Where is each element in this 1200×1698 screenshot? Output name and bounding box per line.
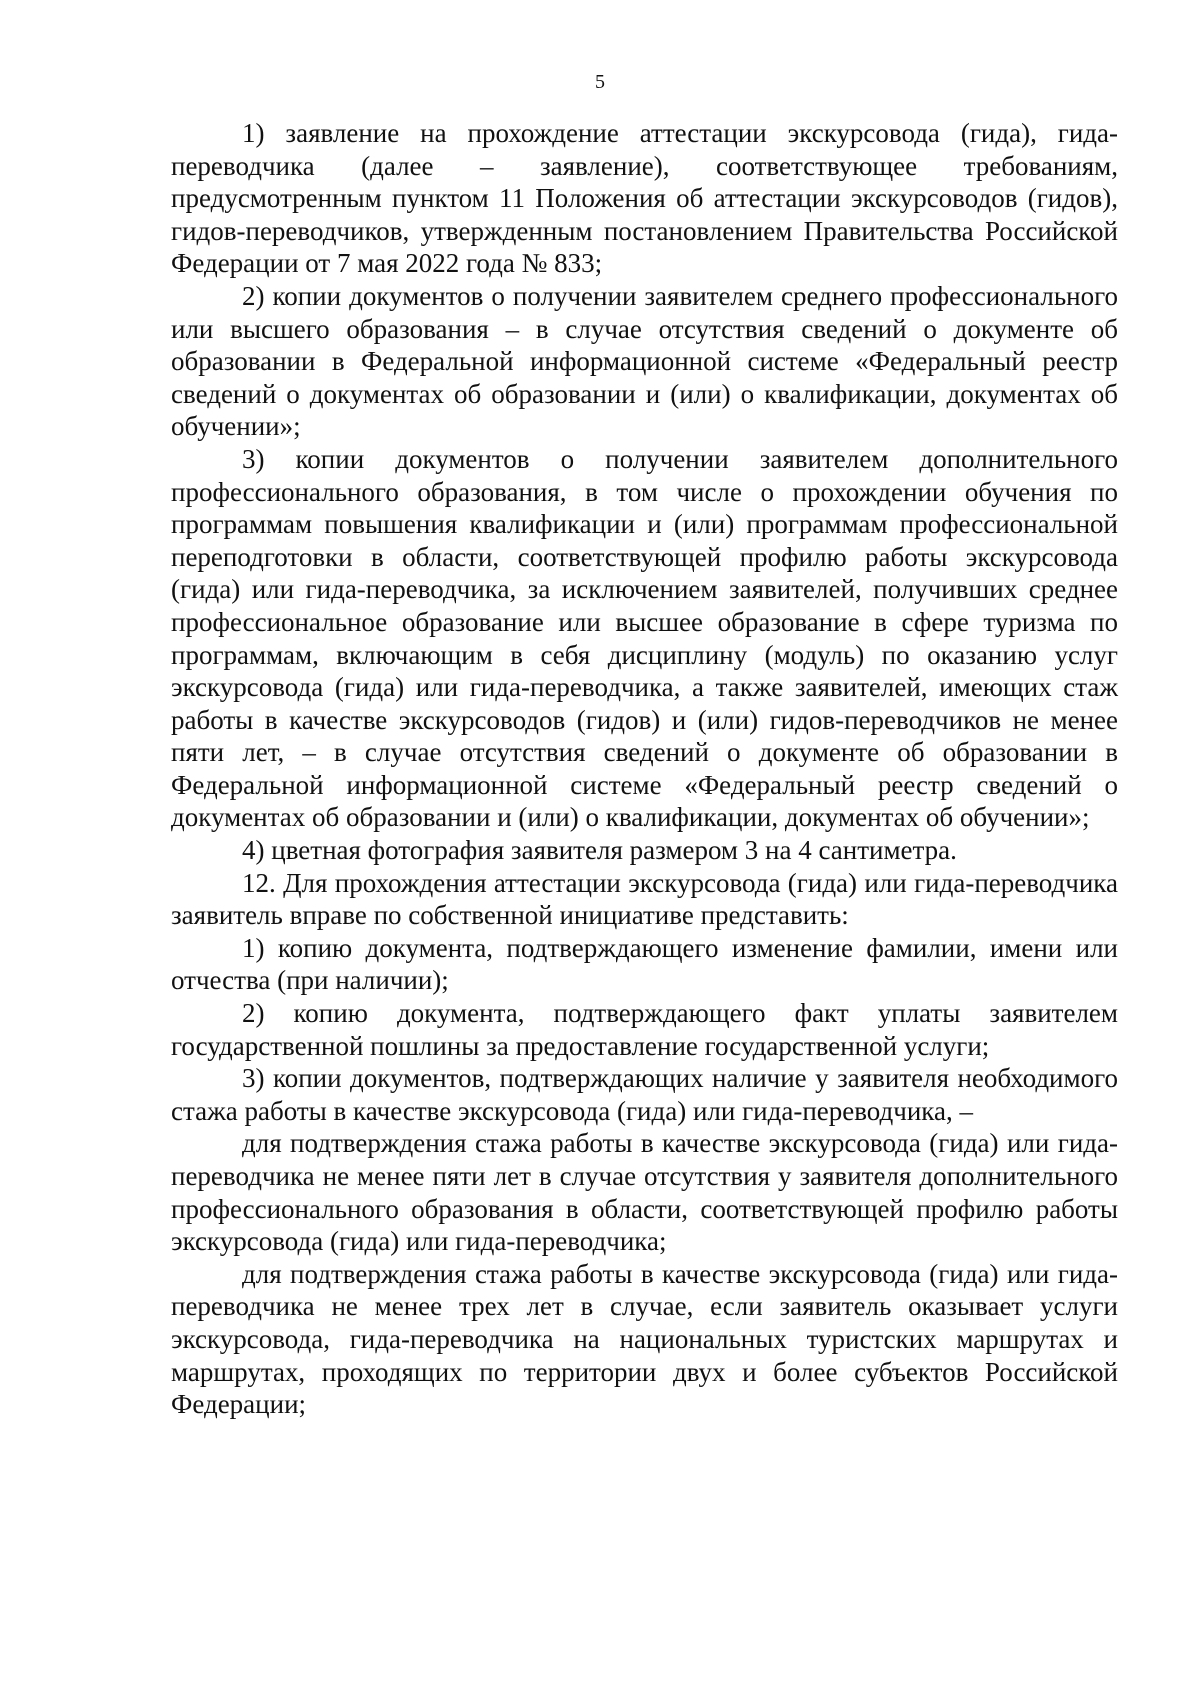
paragraph-optional-1-name-change: 1) копию документа, подтверждающего изменение фамилии, имени или отчества (при наличии); [171,932,1118,996]
paragraph-item-4-photo: 4) цветная фотография заявителя размером 3 на 4 сантиметра. [242,835,957,866]
paragraph-optional-2-fee: 2) копию документа, подтверждающего факт уплаты заявителем государственной пошлины за предоставление государственной услуги; [171,998,1118,1061]
document-body [171,117,1118,1421]
paragraph-optional-3-experience: 3) копии документов, подтверждающих наличие у заявителя необходимого стажа работы в качестве экскурсовода (гида) или гида-переводчика, – [171,1063,1118,1126]
paragraph-item-1-application: 1) заявление на прохождение аттестации экскурсовода (гида), гида-переводчика (далее – заявление), соответствующее требованиям, предусмотренным пунктом 11 Положения об аттестации экскурсоводов (гидов), гидов-переводчиков, утвержденным постановлением Правительства Российской Федерации от 7 мая 2022 года № 833; [171,118,1118,279]
paragraph-item-3-additional-education: 3) копии документов о получении заявителем дополнительного профессионального образования, в том числе о прохождении обучения по программам повышения квалификации и (или) программам профессиональной переподготовки в области, соответствующей профилю работы экскурсовода (гида) или гида-переводчика, за исключением заявителей, получивших среднее профессиональное образование или высшее образование в сфере туризма по программам, включающим в себя дисциплину (модуль) по оказанию услуг экскурсовода (гида) или гида-переводчика, а также заявителей, имеющих стаж работы в качестве экскурсоводов (гидов) и (или) гидов-переводчиков не менее пяти лет, – в случае отсутствия сведений о документе об образовании в Федеральной информационной системе «Федеральный реестр сведений о документах об образовании и (или) о квалификации, документах об обучении»; [171,443,1118,833]
paragraph-experience-three-years: для подтверждения стажа работы в качестве экскурсовода (гида) или гида-переводчика не менее трех лет в случае, если заявитель оказывает услуги экскурсовода, гида-переводчика на национальных туристских маршрутах и маршрутах, проходящих по территории двух и более субъектов Российской Федерации; [171,1258,1118,1420]
paragraph-clause-12: 12. Для прохождения аттестации экскурсовода (гида) или гида-переводчика заявитель вправе по собственной инициативе представить: [171,867,1118,931]
paragraph-item-2-education-copies: 2) копии документов о получении заявителем среднего профессионального или высшего образования – в случае отсутствия сведений о документе об образовании в Федеральной информационной системе «Федеральный реестр сведений о документах об образовании и (или) о квалификации, документах об обучении»; [171,280,1118,442]
page-number: 5 [595,71,605,93]
paragraph-experience-five-years: для подтверждения стажа работы в качестве экскурсовода (гида) или гида-переводчика не менее пяти лет в случае отсутствия у заявителя дополнительного профессионального образования в области, соответствующей профилю работы экскурсовода (гида) или гида-переводчика; [171,1128,1118,1257]
